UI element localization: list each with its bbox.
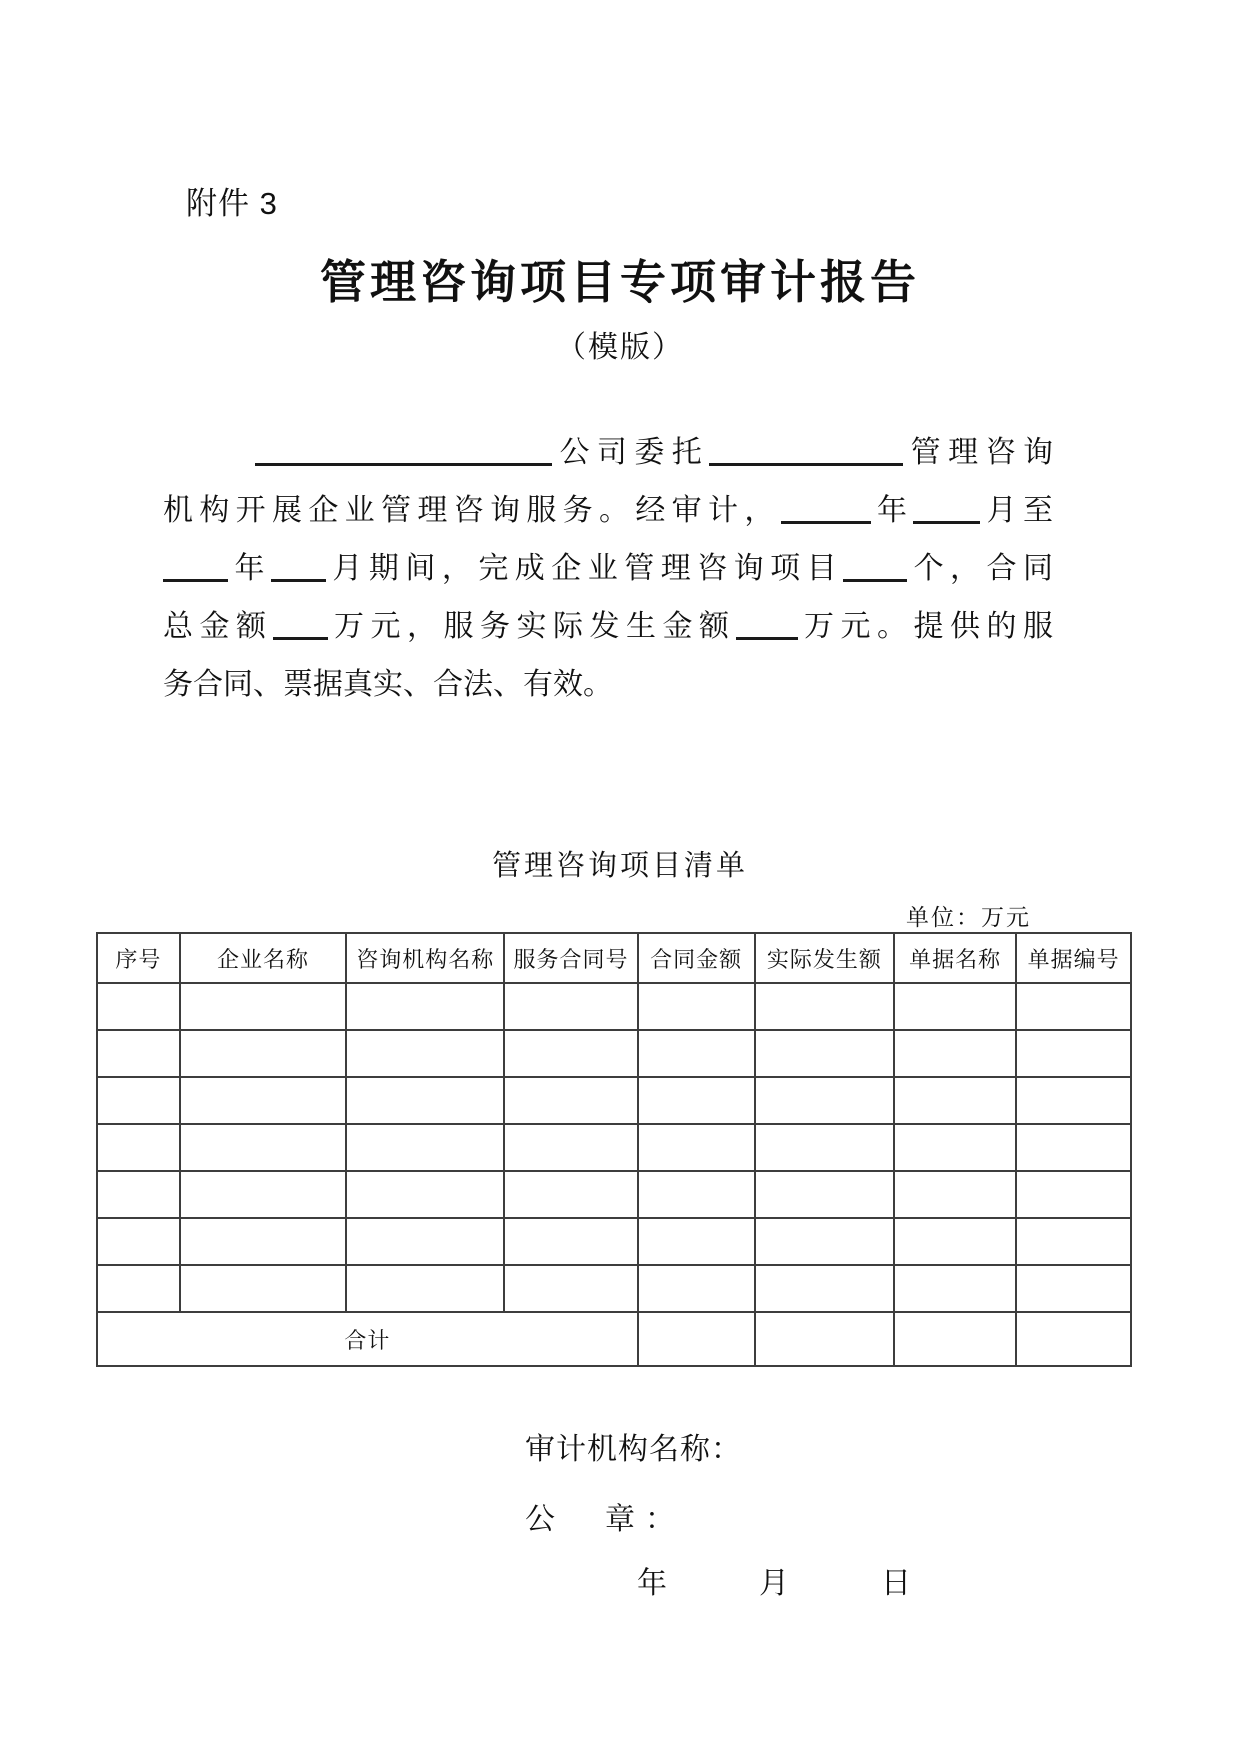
table-row [97,1124,1131,1171]
date-line [637,1558,911,1602]
table-row [97,983,1131,1030]
seal-label: 公 章： [525,1503,685,1536]
paragraph-text: 万元，服务实际发生金额 [327,610,736,643]
date-part: 月 [759,1567,789,1600]
paragraph-line [163,424,1053,482]
table-cell [755,983,895,1030]
table-cell [755,1218,895,1265]
table-cell [755,1030,895,1077]
table-cell [504,1124,637,1171]
table-cell [180,1218,346,1265]
paragraph-line [163,482,1053,540]
column-header: 序号 [97,933,180,983]
date-part: 日 [881,1567,911,1600]
table-cell [180,983,346,1030]
table-cell [1016,983,1131,1030]
table-cell [97,1030,180,1077]
table-cell [894,1218,1016,1265]
table-row [97,1077,1131,1124]
date-part: 年 [637,1567,667,1600]
document-subtitle: （模版） [556,331,684,364]
table-cell [504,1171,637,1218]
total-value-cell [1016,1312,1131,1366]
fill-in-blank [781,497,871,524]
paragraph-text: 月至 [980,494,1054,527]
table-cell [1016,1171,1131,1218]
table-cell [504,983,637,1030]
total-value-cell [638,1312,755,1366]
attachment-label: 附件 3 [186,186,278,221]
table-cell [1016,1265,1131,1312]
auditor-name-label: 审计机构名称： [525,1433,742,1466]
fill-in-blank [255,439,552,466]
table-cell [1016,1030,1131,1077]
table-header-row [97,933,1131,983]
table-cell [180,1077,346,1124]
paragraph-line [163,598,1053,656]
table-cell [1016,1124,1131,1171]
total-value-cell [894,1312,1016,1366]
table-cell [638,1030,755,1077]
paragraph-text: 年 [228,552,271,585]
table-cell [638,1171,755,1218]
column-header: 合同金额 [638,933,755,983]
paragraph-text: 万元。提供的服 [797,610,1053,643]
table-cell [97,1124,180,1171]
table-cell [97,1077,180,1124]
table-cell [755,1265,895,1312]
column-header: 单据名称 [894,933,1016,983]
paragraph-text: 公司委托 [552,436,710,469]
table-cell [894,983,1016,1030]
table-cell [504,1218,637,1265]
fill-in-blank [843,555,907,582]
table-cell [638,1265,755,1312]
paragraph-text: 务合同、票据真实、合法、有效。 [163,668,613,701]
column-header: 实际发生额 [755,933,895,983]
paragraph-text: 月期间，完成企业管理咨询项目 [325,552,844,585]
fill-in-blank [271,555,326,582]
total-value-cell [755,1312,895,1366]
body-paragraph [163,424,1053,714]
paragraph-line [163,656,1053,714]
table-cell [894,1077,1016,1124]
table-row [97,1171,1131,1218]
table-cell [894,1171,1016,1218]
table-cell [346,1077,504,1124]
table-row [97,1265,1131,1312]
paragraph-line [163,540,1053,598]
table-cell [97,1265,180,1312]
paragraph-text: 个，合同 [907,552,1054,585]
table-cell [346,983,504,1030]
projects-table [96,932,1132,1367]
table-cell [638,1077,755,1124]
fill-in-blank [163,555,228,582]
paragraph-text: 总金额 [163,610,273,643]
table-cell [97,1218,180,1265]
column-header: 企业名称 [180,933,346,983]
table-cell [638,983,755,1030]
table-cell [180,1124,346,1171]
table-cell [755,1171,895,1218]
table-row [97,1218,1131,1265]
table-cell [755,1077,895,1124]
total-row [97,1312,1131,1366]
table-cell [97,983,180,1030]
unit-label: 单位：万元 [906,905,1031,930]
fill-in-blank [736,613,798,640]
total-label-cell: 合计 [97,1312,638,1366]
table-cell [1016,1077,1131,1124]
fill-in-blank [709,439,903,466]
table-cell [346,1124,504,1171]
table-cell [894,1124,1016,1171]
table-cell [346,1218,504,1265]
fill-in-blank [273,613,328,640]
column-header: 单据编号 [1016,933,1131,983]
fill-in-blank [913,497,980,524]
table-cell [346,1265,504,1312]
document-title: 管理咨询项目专项审计报告 [320,256,920,308]
table-cell [180,1171,346,1218]
table-cell [1016,1218,1131,1265]
paragraph-text: 管理咨询 [903,436,1054,469]
table-cell [346,1171,504,1218]
table-title: 管理咨询项目清单 [491,850,748,882]
table-cell [755,1124,895,1171]
table-cell [504,1077,637,1124]
paragraph-text: 年 [870,494,914,527]
paragraph-text: 机构开展企业管理咨询服务。经审计， [163,494,781,527]
table-cell [894,1265,1016,1312]
table-cell [638,1124,755,1171]
table-cell [180,1265,346,1312]
table-cell [346,1030,504,1077]
table-cell [97,1171,180,1218]
column-header: 咨询机构名称 [346,933,504,983]
table-row [97,1030,1131,1077]
table-cell [504,1030,637,1077]
table-cell [894,1030,1016,1077]
column-header: 服务合同号 [504,933,637,983]
table-cell [504,1265,637,1312]
table-cell [638,1218,755,1265]
table-cell [180,1030,346,1077]
